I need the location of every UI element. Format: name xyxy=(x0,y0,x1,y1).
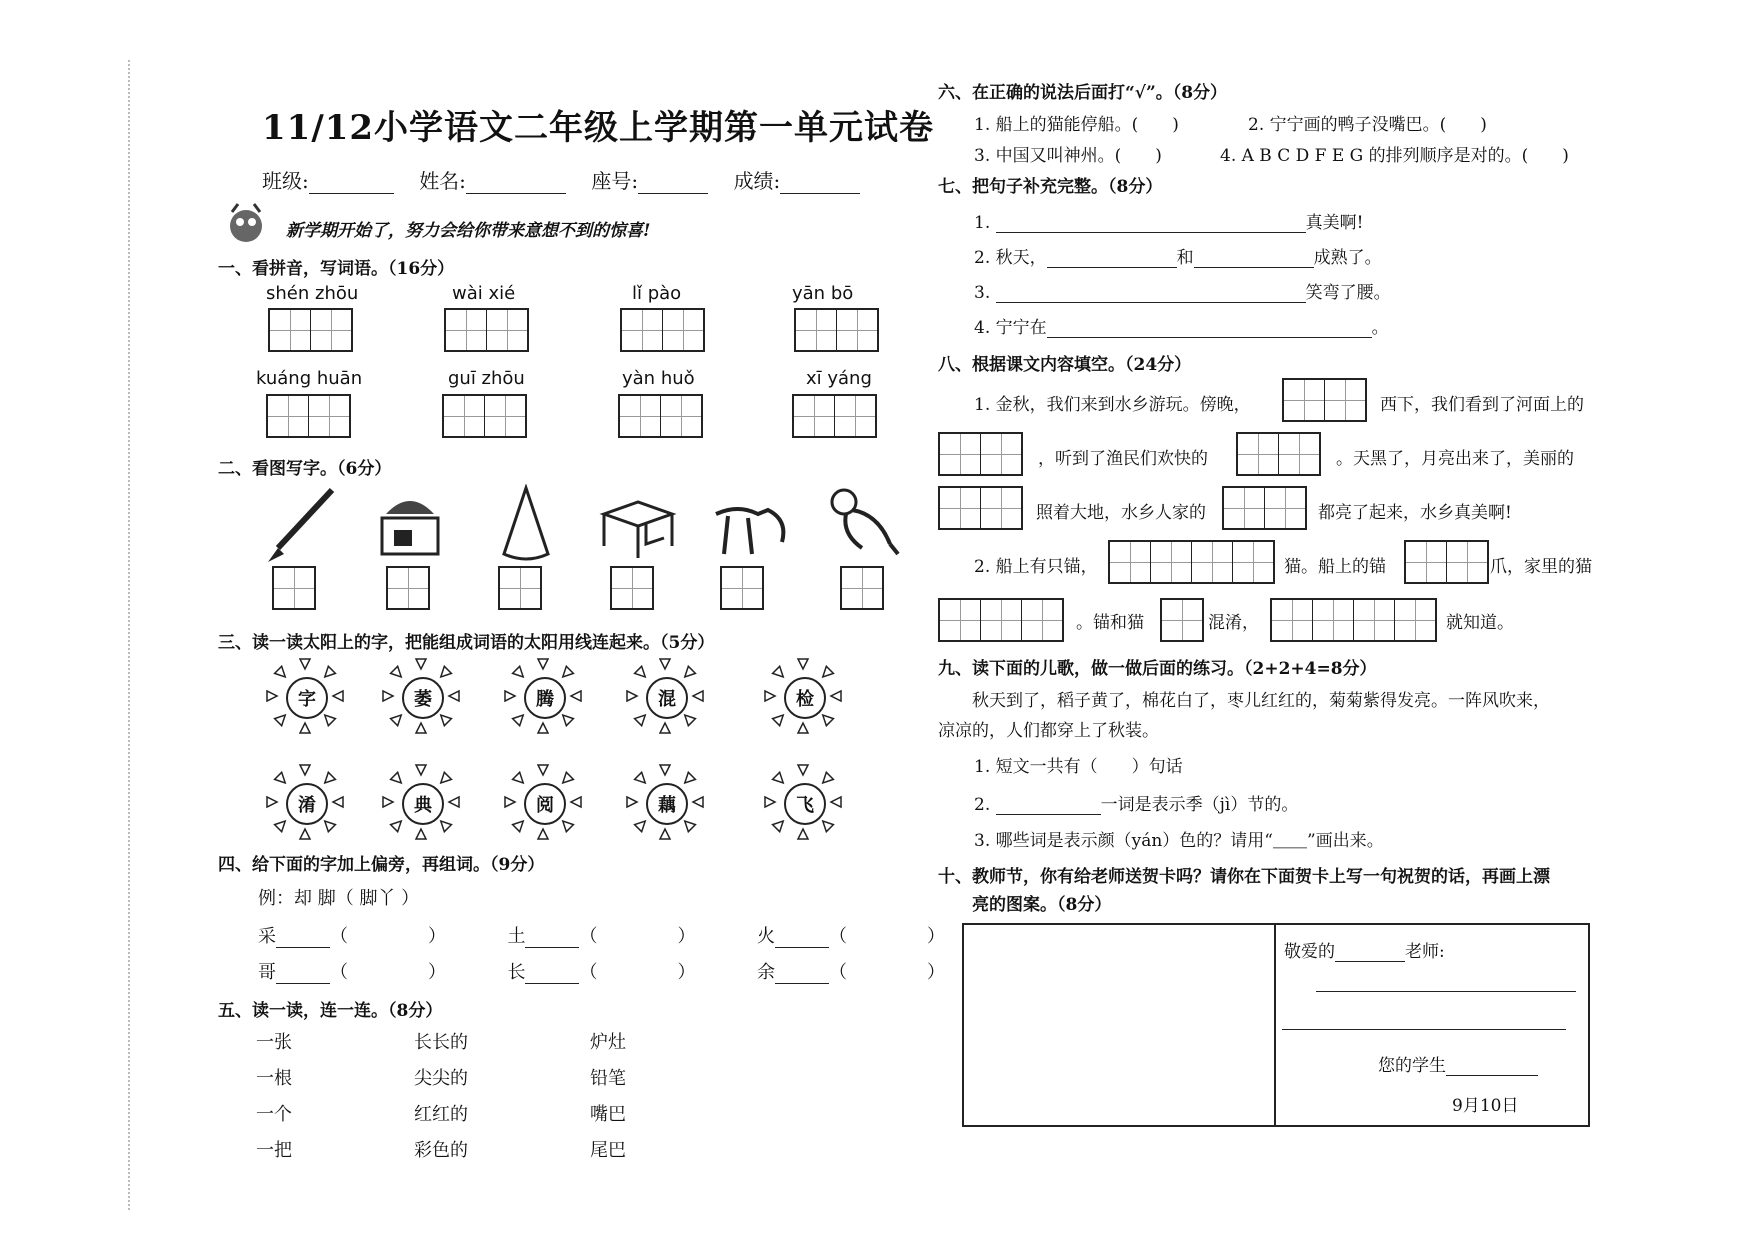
s6-item-2: 2. 宁宁画的鸭子没嘴巴。( ) xyxy=(1248,115,1487,135)
section-9-title: 九、读下面的儿歌，做一做后面的练习。（2+2+4=8分） xyxy=(938,659,1377,679)
pinyin-4: yān bō xyxy=(792,283,854,304)
fill-grid[interactable] xyxy=(1108,540,1275,584)
s6-item-3: 3. 中国又叫神州。( ) xyxy=(974,146,1162,166)
sun-char[interactable] xyxy=(378,764,468,844)
card-date: 9月10日 xyxy=(1452,1096,1519,1116)
sun-char[interactable] xyxy=(622,658,712,738)
match-item[interactable]: 一根 xyxy=(256,1068,292,1089)
brush-icon xyxy=(262,484,342,564)
match-item[interactable]: 尖尖的 xyxy=(414,1068,468,1089)
dear-label: 敬爱的 xyxy=(1284,942,1335,962)
answer-box[interactable] xyxy=(386,566,430,610)
binding-margin xyxy=(128,60,130,1210)
answer-box[interactable] xyxy=(840,566,884,610)
horse-tail-icon xyxy=(708,490,792,564)
match-item[interactable]: 红红的 xyxy=(414,1104,468,1125)
write-line[interactable] xyxy=(1282,1029,1566,1030)
poem-line-1: 秋天到了，稻子黄了，棉花白了，枣儿红红的，菊菊紫得发亮。一阵风吹来， xyxy=(972,691,1550,711)
match-item[interactable]: 一把 xyxy=(256,1140,292,1161)
answer-grid[interactable] xyxy=(268,308,353,352)
section-1-title: 一、看拼音，写词语。（16分） xyxy=(218,259,455,279)
sun-char-label: 字 xyxy=(286,677,328,719)
answer-grid[interactable] xyxy=(442,394,527,438)
sun-char-label: 检 xyxy=(784,677,826,719)
sun-char[interactable] xyxy=(622,764,712,844)
score-label: 成绩: xyxy=(733,169,781,193)
s8-text: 照着大地，水乡人家的 xyxy=(1036,503,1206,523)
s7-end: 真美啊! xyxy=(1305,213,1364,233)
stove-icon xyxy=(372,484,452,564)
section-5-title: 五、读一读，连一连。（8分） xyxy=(218,1001,443,1021)
s8-text: 都亮了起来，水乡真美啊! xyxy=(1318,503,1512,523)
seat-label: 座号: xyxy=(591,169,639,193)
sun-char[interactable] xyxy=(262,658,352,738)
pinyin-2: wài xié xyxy=(452,283,516,304)
card-divider xyxy=(1274,925,1276,1125)
sun-char-label: 藕 xyxy=(646,783,688,825)
char-huo: 火 xyxy=(756,926,775,947)
sun-char-label: 典 xyxy=(402,783,444,825)
answer-grid[interactable] xyxy=(266,394,351,438)
sun-char-label: 腾 xyxy=(524,677,566,719)
sun-char[interactable] xyxy=(378,658,468,738)
fill-grid[interactable] xyxy=(938,486,1023,530)
s7-end: 成熟了。 xyxy=(1313,248,1382,268)
match-item[interactable]: 彩色的 xyxy=(414,1140,468,1161)
fill-grid[interactable] xyxy=(1282,378,1367,422)
radical-row: 采 （ ） 土 （ ） 火 （ ） xyxy=(258,926,945,947)
s8-text: 2. 船上有只锚， xyxy=(974,557,1098,577)
s7-line-3 xyxy=(974,278,1391,303)
sun-char[interactable] xyxy=(500,764,590,844)
s7-line-2 xyxy=(974,243,1382,268)
char-tu: 土 xyxy=(507,926,526,947)
fill-grid[interactable] xyxy=(938,598,1064,642)
section-10-title-cont: 亮的图案。（8分） xyxy=(972,895,1112,915)
answer-box[interactable] xyxy=(498,566,542,610)
poem-line-2: 凉凉的，人们都穿上了秋装。 xyxy=(938,721,1159,741)
match-item[interactable]: 一张 xyxy=(256,1032,292,1053)
banner-text: 新学期开始了，努力会给你带来意想不到的惊喜! xyxy=(286,221,651,241)
answer-grid[interactable] xyxy=(620,308,705,352)
greeting-card[interactable] xyxy=(962,923,1590,1127)
cat-icon xyxy=(822,484,902,564)
char-chang: 长 xyxy=(507,962,526,983)
q-text: 一词是表示季（jì）节的。 xyxy=(1100,795,1299,815)
sun-char-label: 阅 xyxy=(524,783,566,825)
s8-text: 爪，家里的猫 xyxy=(1490,557,1592,577)
char-ge: 哥 xyxy=(258,962,276,983)
s8-text: 猫。船上的锚 xyxy=(1284,557,1386,577)
s7-num: 2. 秋天， xyxy=(974,248,1047,268)
fill-grid[interactable] xyxy=(1236,432,1321,476)
sun-char[interactable] xyxy=(760,764,850,844)
pinyin-8: xī yáng xyxy=(806,368,872,389)
fill-grid[interactable] xyxy=(1404,540,1489,584)
pinyin-5: kuáng huān xyxy=(256,368,363,389)
s8-text: ，听到了渔民们欢快的 xyxy=(1038,449,1208,469)
s6-item-1: 1. 船上的猫能停船。( ) xyxy=(974,115,1179,135)
fill-grid[interactable] xyxy=(1222,486,1307,530)
sun-char[interactable] xyxy=(760,658,850,738)
pinyin-3: lǐ pào xyxy=(632,283,682,304)
s9-q2 xyxy=(974,790,1298,815)
page-title: 11/12小学语文二年级上学期第一单元试卷 xyxy=(262,108,935,148)
match-item[interactable]: 一个 xyxy=(256,1104,292,1125)
s7-num: 3. xyxy=(974,283,991,303)
s7-line-1 xyxy=(974,208,1363,233)
answer-grid[interactable] xyxy=(618,394,703,438)
char-cai: 采 xyxy=(258,926,276,947)
sun-char-label: 淆 xyxy=(286,783,328,825)
s8-text: 西下，我们看到了河面上的 xyxy=(1380,395,1584,415)
sun-char-label: 飞 xyxy=(784,783,826,825)
s8-text: 。天黑了，月亮出来了，美丽的 xyxy=(1336,449,1574,469)
q-num: 2. xyxy=(974,795,991,815)
write-line[interactable] xyxy=(1316,991,1576,992)
class-label: 班级: xyxy=(262,169,309,193)
pinyin-6: guī zhōu xyxy=(448,368,525,389)
section-4-title: 四、给下面的字加上偏旁，再组词。（9分） xyxy=(218,855,545,875)
answer-grid[interactable] xyxy=(792,394,877,438)
char-yu: 余 xyxy=(756,962,775,983)
s7-mid: 和 xyxy=(1176,248,1194,268)
info-fields xyxy=(262,165,860,194)
s7-line-4 xyxy=(974,313,1389,338)
sun-char[interactable] xyxy=(500,658,590,738)
section-10-title: 十、教师节，你有给老师送贺卡吗？请你在下面贺卡上写一句祝贺的话，再画上漂 xyxy=(938,867,1550,887)
teacher-label: 老师: xyxy=(1405,942,1445,962)
section-6-title: 六、在正确的说法后面打“√”。（8分） xyxy=(938,83,1228,103)
sun-char-label: 混 xyxy=(646,677,688,719)
student-label: 您的学生 xyxy=(1378,1056,1446,1076)
match-item[interactable]: 嘴巴 xyxy=(590,1104,626,1125)
s8-text: 1. 金秋，我们来到水乡游玩。傍晚， xyxy=(974,395,1251,415)
fill-grid[interactable] xyxy=(1270,598,1437,642)
answer-grid[interactable] xyxy=(444,308,529,352)
sun-char[interactable] xyxy=(262,764,352,844)
section-8-title: 八、根据课文内容填空。（24分） xyxy=(938,355,1192,375)
radical-row: 哥 （ ） 长 （ ） 余 （ ） xyxy=(258,962,945,983)
example-text: 例：却 脚（ 脚丫 ） xyxy=(258,888,420,909)
match-item[interactable]: 尾巴 xyxy=(590,1140,626,1161)
answer-grid[interactable] xyxy=(794,308,879,352)
cone-icon xyxy=(496,484,556,564)
s7-end: 。 xyxy=(1371,318,1389,338)
card-dear xyxy=(1284,937,1445,962)
s9-q3: 3. 哪些词是表示颜（yán）色的？请用“＿＿”画出来。 xyxy=(974,831,1384,851)
s8-text: 。锚和猫 xyxy=(1076,613,1144,633)
s8-text: 混淆， xyxy=(1208,613,1259,633)
s6-item-4: 4. A B C D F E G 的排列顺序是对的。( ) xyxy=(1220,146,1569,166)
s8-text: 就知道。 xyxy=(1446,613,1514,633)
section-2-title: 二、看图写字。（6分） xyxy=(218,459,392,479)
mascot-icon xyxy=(222,200,270,248)
sun-char-label: 萎 xyxy=(402,677,444,719)
pinyin-7: yàn huǒ xyxy=(622,368,695,389)
s7-num: 4. 宁宁在 xyxy=(974,318,1047,338)
section-3-title: 三、读一读太阳上的字，把能组成词语的太阳用线连起来。（5分） xyxy=(218,633,715,653)
s7-num: 1. xyxy=(974,213,991,233)
answer-box[interactable] xyxy=(720,566,764,610)
match-item[interactable]: 炉灶 xyxy=(590,1032,626,1053)
desk-icon xyxy=(598,496,678,566)
s7-end: 笑弯了腰。 xyxy=(1305,283,1391,303)
match-item[interactable]: 铅笔 xyxy=(590,1068,626,1089)
s9-q1: 1. 短文一共有（ ）句话 xyxy=(974,757,1183,777)
card-student xyxy=(1378,1051,1538,1076)
answer-box[interactable] xyxy=(610,566,654,610)
fill-grid[interactable] xyxy=(1160,598,1204,642)
answer-box[interactable] xyxy=(272,566,316,610)
fill-grid[interactable] xyxy=(938,432,1023,476)
section-7-title: 七、把句子补充完整。（8分） xyxy=(938,177,1163,197)
match-item[interactable]: 长长的 xyxy=(414,1032,468,1053)
name-label: 姓名: xyxy=(419,169,466,193)
pinyin-1: shén zhōu xyxy=(266,283,359,304)
